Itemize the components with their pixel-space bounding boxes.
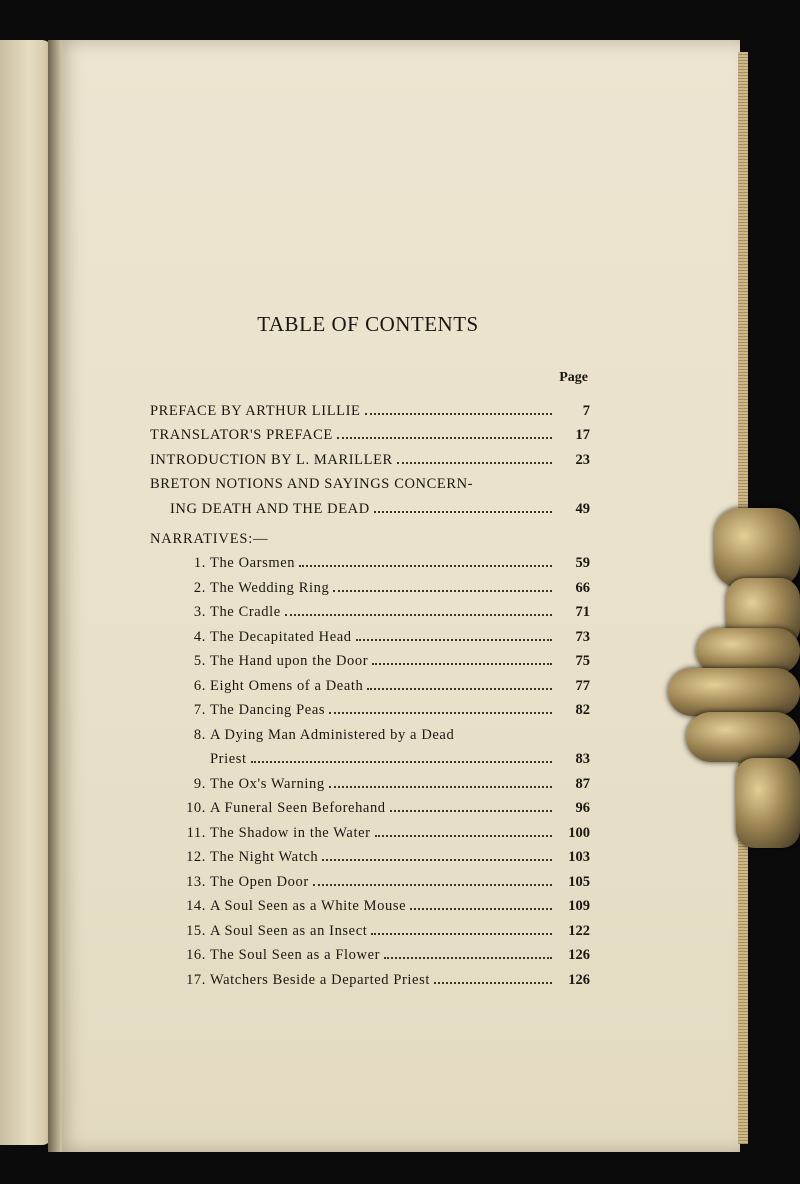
toc-entry-page: 126 <box>568 971 590 988</box>
toc-entry-number: 6. <box>193 677 206 694</box>
toc-entry-label: TRANSLATOR'S PREFACE <box>150 427 333 443</box>
dot-leader <box>371 933 552 935</box>
dot-leader <box>375 835 552 837</box>
toc-entry-line1[interactable] <box>150 469 590 494</box>
toc-entry-line2[interactable] <box>150 744 590 769</box>
dot-leader <box>285 614 552 616</box>
toc-entry-label <box>150 898 406 915</box>
toc-entry[interactable] <box>150 420 590 445</box>
page-title: TABLE OF CONTENTS <box>257 312 479 336</box>
toc-entry-title: Eight Omens of a Death <box>210 677 364 694</box>
toc-entry-number: 5. <box>193 653 206 669</box>
toc-entry-label <box>150 825 371 842</box>
toc-entry-page: 75 <box>575 653 590 669</box>
toc-entry-page: 23 <box>575 451 590 468</box>
toc-entry-page: 49 <box>575 500 590 517</box>
toc-entry-page: 66 <box>575 579 590 596</box>
narratives-list <box>150 548 590 989</box>
dot-leader <box>390 810 552 812</box>
toc-entry-page: 96 <box>575 800 590 816</box>
left-page <box>0 40 52 1145</box>
toc-entry[interactable] <box>150 444 590 469</box>
toc-entry-label <box>150 555 295 572</box>
toc-entry-title: The Decapitated Head <box>210 628 352 645</box>
toc-entry[interactable] <box>150 842 590 867</box>
toc-entry[interactable] <box>150 621 590 646</box>
toc-entry-title: The Hand upon the Door <box>210 653 369 669</box>
dot-leader <box>356 639 552 641</box>
toc-entry-label <box>150 653 368 670</box>
dot-leader <box>434 982 552 984</box>
toc-entry-label-continued: ING DEATH AND THE DEAD <box>170 500 370 517</box>
dot-leader <box>251 761 552 763</box>
toc-entry[interactable] <box>150 891 590 916</box>
toc-entry[interactable] <box>150 670 590 695</box>
toc-entry-label <box>150 947 380 964</box>
toc-entry[interactable] <box>150 817 590 842</box>
toc-entry[interactable] <box>150 793 590 818</box>
toc-entry-page: 109 <box>568 898 590 914</box>
toc-entry[interactable] <box>150 572 590 597</box>
toc-entry-title: The Soul Seen as a Flower <box>210 947 381 963</box>
toc-entry[interactable] <box>150 395 590 420</box>
toc-entry-number: 14. <box>186 898 206 914</box>
toc-entry-number: 3. <box>193 604 206 620</box>
toc-entry[interactable] <box>150 597 590 622</box>
toc-entry-page: 82 <box>575 702 590 718</box>
dot-leader <box>384 957 552 959</box>
toc-entry-label <box>150 580 329 597</box>
toc-entry-title: The Ox's Warning <box>210 775 325 792</box>
toc-entry-title: A Funeral Seen Beforehand <box>210 800 386 816</box>
toc-entry-label: PREFACE BY ARTHUR LILLIE <box>150 402 361 419</box>
toc-entry-label <box>150 629 352 646</box>
toc-entry-page: 7 <box>582 402 590 419</box>
toc-entry[interactable] <box>150 915 590 940</box>
dot-leader <box>333 590 552 592</box>
toc-entry-page: 126 <box>568 947 590 963</box>
dot-leader <box>372 663 552 665</box>
toc-entry-label <box>150 849 318 866</box>
dot-leader <box>367 688 552 690</box>
toc-entry-page: 59 <box>575 555 590 571</box>
toc-entry-number: 10. <box>186 800 206 816</box>
toc-entry-title: Watchers Beside a Departed Priest <box>210 971 430 988</box>
toc-entry-label <box>150 678 363 695</box>
dot-leader <box>397 462 552 464</box>
toc-entry-number: 9. <box>193 775 206 792</box>
narratives-heading: NARRATIVES:— <box>150 530 269 547</box>
dot-leader <box>329 712 552 714</box>
toc-entry-page: 77 <box>575 677 590 694</box>
toc-entry-label <box>150 874 309 891</box>
toc-entry[interactable] <box>150 940 590 965</box>
page-column-header: Page <box>559 370 588 385</box>
toc-entry-label <box>150 776 325 793</box>
toc-entry-title: The Dancing Peas <box>210 702 326 718</box>
toc-entry-page: 71 <box>575 604 590 620</box>
toc-entry-number: 16. <box>186 947 206 963</box>
dot-leader <box>313 884 552 886</box>
toc-entry-page: 100 <box>568 824 590 841</box>
dot-leader <box>365 413 553 415</box>
toc-entry-page: 105 <box>568 873 590 890</box>
toc-entry-label: INTRODUCTION BY L. MARILLER <box>150 451 393 468</box>
toc-entry-number: 13. <box>186 873 206 890</box>
dot-leader <box>374 511 552 513</box>
toc-entry-title: The Oarsmen <box>210 555 296 571</box>
dot-leader <box>299 565 552 567</box>
toc-list <box>150 395 590 989</box>
toc-entry-label <box>150 604 281 621</box>
toc-entry-label <box>150 972 430 989</box>
toc-entry-number: 12. <box>186 849 206 865</box>
toc-entry[interactable] <box>150 548 590 573</box>
toc-entry-number: 1. <box>193 555 206 571</box>
toc-entry-title: A Soul Seen as a White Mouse <box>210 898 407 914</box>
toc-entry-title: A Dying Man Administered by a Dead <box>210 726 455 743</box>
toc-entry-page: 73 <box>575 628 590 645</box>
dot-leader <box>322 859 552 861</box>
toc-entry-number: 11. <box>186 824 206 841</box>
toc-entry-label <box>150 702 325 719</box>
brass-paperweight <box>666 508 800 848</box>
toc-entry-number: 7. <box>193 702 206 718</box>
dot-leader <box>337 437 552 439</box>
toc-entry-number: 15. <box>186 922 206 939</box>
toc-entry-label: BRETON NOTIONS AND SAYINGS CONCERN- <box>150 476 474 492</box>
toc-entry-title: The Cradle <box>210 604 281 620</box>
toc-entry-label <box>150 800 386 817</box>
toc-entry-number: 17. <box>186 971 206 988</box>
dot-leader <box>410 908 552 910</box>
book-gutter <box>48 40 62 1152</box>
toc-entry-title: The Wedding Ring <box>210 579 330 596</box>
toc-entry-number: 2. <box>193 579 206 596</box>
toc-entry-line2[interactable] <box>150 493 590 518</box>
toc-entry[interactable] <box>150 695 590 720</box>
toc-entry-page: 87 <box>575 775 590 792</box>
toc-entry[interactable] <box>150 646 590 671</box>
dot-leader <box>329 786 552 788</box>
toc-entry-title: The Open Door <box>210 873 309 890</box>
toc-entry-label <box>150 923 367 940</box>
toc-entry-number: 8. <box>193 726 206 743</box>
toc-entry-title-continued: Priest <box>210 751 247 767</box>
section-heading <box>150 518 590 548</box>
toc-entry-page: 103 <box>568 849 590 865</box>
toc-entry-title: The Shadow in the Water <box>210 824 371 841</box>
toc-entry-title: A Soul Seen as an Insect <box>210 922 368 939</box>
toc-entry[interactable] <box>150 768 590 793</box>
toc-entry-page: 17 <box>575 427 590 443</box>
toc-entry-title: The Night Watch <box>210 849 319 865</box>
toc-entry-label <box>150 727 454 744</box>
toc-entry[interactable] <box>150 866 590 891</box>
toc-entry[interactable] <box>150 964 590 989</box>
toc-entry-page: 122 <box>568 922 590 939</box>
toc-entry[interactable] <box>150 719 590 744</box>
toc-entry-number: 4. <box>193 628 206 645</box>
toc-entry-page: 83 <box>575 751 590 767</box>
